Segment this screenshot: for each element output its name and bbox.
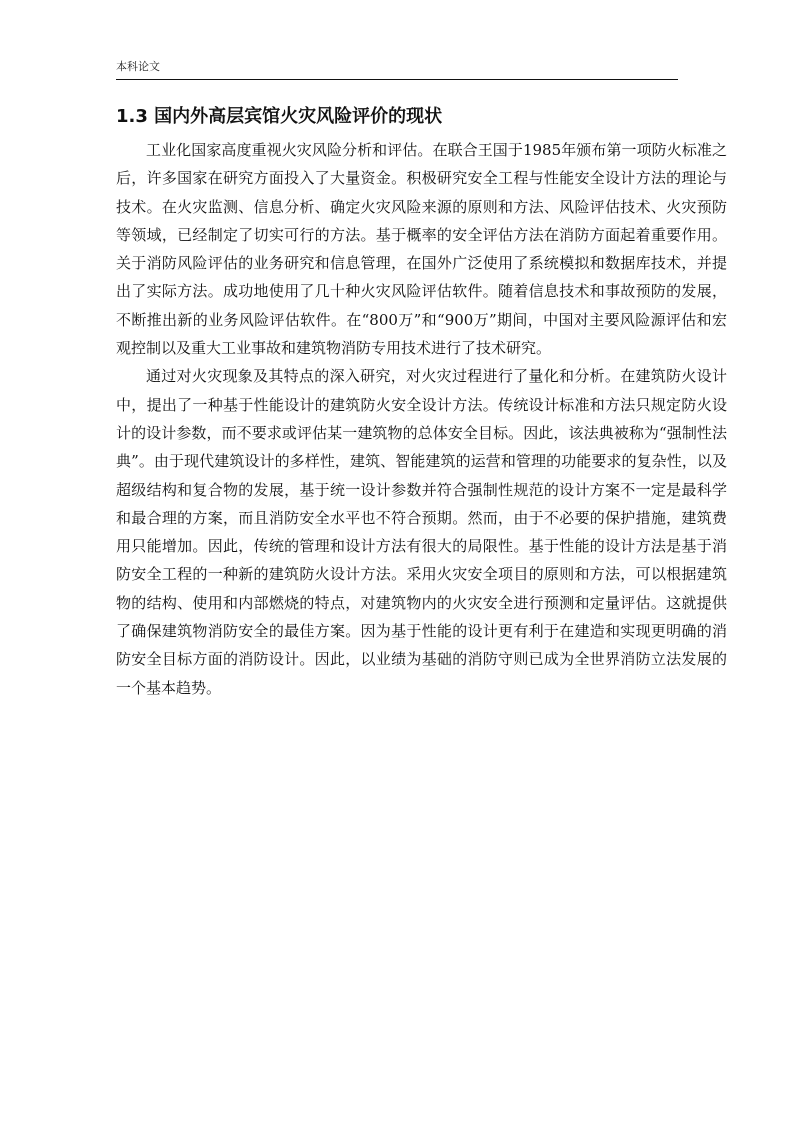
- section-body: [116, 136, 727, 702]
- paragraph-2: 通过对火灾现象及其特点的深入研究，对火灾过程进行了量化和分析。在建筑防火设计中，提出了一种基于性能设计的建筑防火安全设计方法。传统设计标准和方法只规定防火设计的设计参数，而不要求或评估某一建筑物的总体安全目标。因此，该法典被称为“强制性法典”。由于现代建筑设计的多样性，建筑、智能建筑的运营和管理的功能要求的复杂性，以及超级结构和复合物的发展，基于统一设计参数并符合强制性规范的设计方案不一定是最科学和最合理的方案，而且消防安全水平也不符合预期。然而，由于不必要的保护措施，建筑费用只能增加。因此，传统的管理和设计方法有很大的局限性。基于性能的设计方法是基于消防安全工程的一种新的建筑防火设计方法。采用火灾安全项目的原则和方法，可以根据建筑物的结构、使用和内部燃烧的特点，对建筑物内的火灾安全进行预测和定量评估。这就提供了确保建筑物消防安全的最佳方案。因为基于性能的设计更有利于在建造和实现更明确的消防安全目标方面的消防设计。因此，以业绩为基础的消防守则已成为全世界消防立法发展的一个基本趋势。: [116, 367, 727, 697]
- paragraph-1: 工业化国家高度重视火灾风险分析和评估。在联合王国于1985年颁布第一项防火标准之后，许多国家在研究方面投入了大量资金。积极研究安全工程与性能安全设计方法的理论与技术。在火灾监测、信息分析、确定火灾风险来源的原则和方法、风险评估技术、火灾预防等领域，已经制定了切实可行的方法。基于概率的安全评估方法在消防方面起着重要作用。关于消防风险评估的业务研究和信息管理，在国外广泛使用了系统模拟和数据库技术，并提出了实际方法。成功地使用了几十种火灾风险评估软件。随着信息技术和事故预防的发展，不断推出新的业务风险评估软件。在“800万”和“900万”期间，中国对主要风险源评估和宏观控制以及重大工业事故和建筑物消防专用技术进行了技术研究。: [116, 141, 727, 358]
- running-header: 本科论文: [116, 60, 160, 73]
- section-heading: 1.3 国内外高层宾馆火灾风险评价的现状: [116, 106, 443, 127]
- header-divider: [116, 79, 678, 80]
